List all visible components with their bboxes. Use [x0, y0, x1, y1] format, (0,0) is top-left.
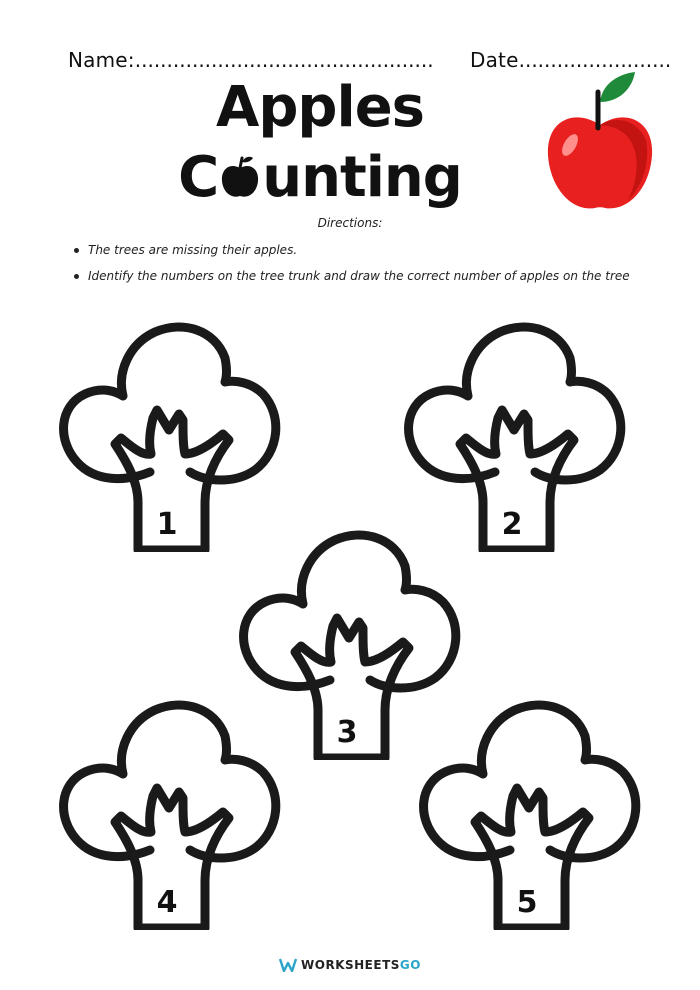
directions-list	[70, 240, 630, 292]
name-field[interactable]	[68, 48, 434, 72]
tree-5[interactable]	[415, 700, 645, 930]
title-suffix: unting	[262, 145, 462, 210]
tree-1[interactable]	[55, 322, 285, 552]
apple-illustration-icon	[540, 70, 660, 219]
tree-number: 4	[156, 885, 178, 920]
list-item: Identify the numbers on the tree trunk and draw the correct number of apples on the tree	[70, 266, 630, 292]
title-prefix: C	[178, 145, 219, 210]
tree-number: 1	[156, 507, 178, 542]
name-label: Name:	[68, 48, 135, 72]
apple-icon	[219, 152, 261, 198]
brand-suffix: GO	[399, 958, 421, 972]
page-title-line2	[150, 145, 490, 210]
date-dots: ........................	[518, 48, 672, 72]
tree-number: 5	[516, 885, 538, 920]
date-label: Date	[470, 48, 519, 72]
directions-title: Directions:	[317, 216, 383, 230]
footer-brand	[0, 958, 700, 975]
worksheetsgo-logo-icon	[279, 958, 297, 975]
page-title-line1: Apples	[215, 75, 425, 140]
brand-name: WORKSHEETS	[301, 958, 400, 972]
tree-number: 2	[501, 507, 523, 542]
name-dots: ...............................................	[134, 48, 434, 72]
list-item: The trees are missing their apples.	[70, 240, 630, 266]
tree-4[interactable]	[55, 700, 285, 930]
tree-number: 3	[336, 715, 358, 750]
tree-2[interactable]	[400, 322, 630, 552]
date-field[interactable]	[470, 48, 671, 72]
